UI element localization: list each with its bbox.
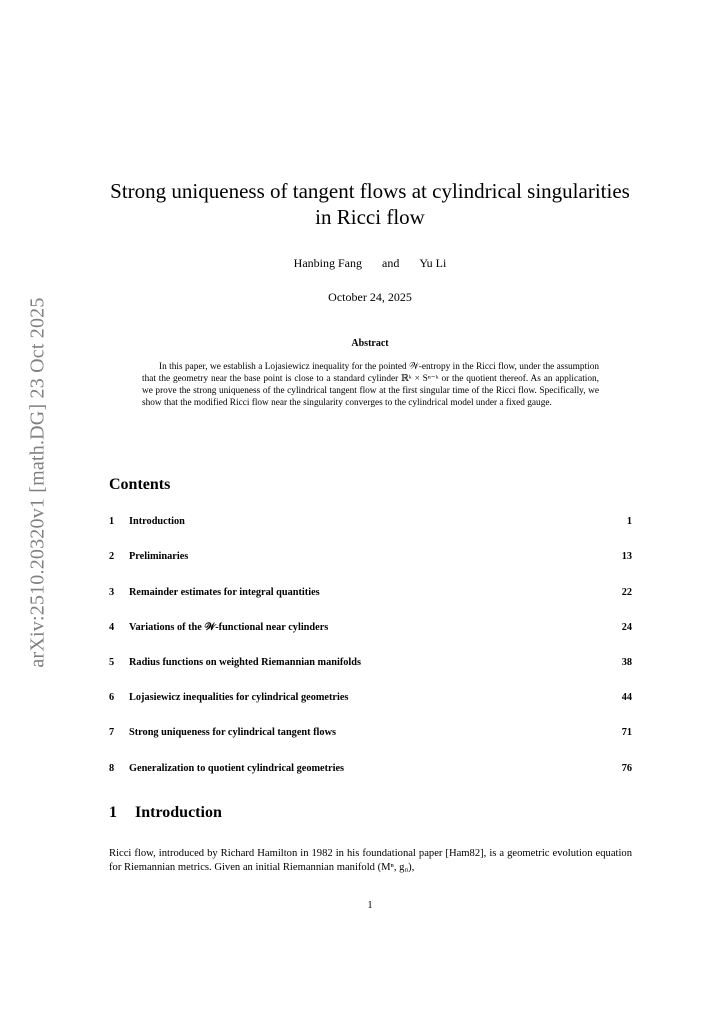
- toc-entry-page: 71: [621, 727, 632, 738]
- toc-entry-title: Lojasiewicz inequalities for cylindrical geometries: [129, 692, 349, 703]
- toc-entry-number: 6: [109, 692, 115, 703]
- toc-entry-number: 2: [109, 551, 115, 562]
- abstract-body: In this paper, we establish a Lojasiewicz inequality for the pointed 𝒲-entropy in the Ricci flow, under the assumption that the geometry near the base point is close to a standard cylinder ℝᵏ × Sⁿ⁻ᵏ or the quotient thereof. As an application, we prove the strong uniqueness of the cylindrical tangent flow at the first singular time of the Ricci flow. Specifically, we show that the modified Ricci flow near the singularity converges to the cylindrical model under a fixed gauge.: [142, 362, 599, 408]
- toc-entry[interactable]: [109, 587, 632, 601]
- abstract-heading: Abstract: [351, 338, 389, 349]
- toc-entry-title: Strong uniqueness for cylindrical tangent flows: [129, 727, 337, 738]
- arxiv-watermark: [18, 285, 58, 680]
- toc-entry[interactable]: [109, 622, 632, 636]
- arxiv-identifier: arXiv:2510.20320v1 [math.DG] 23 Oct 2025: [26, 297, 49, 668]
- toc-entry-number: 3: [109, 587, 115, 598]
- toc-entry-title: Radius functions on weighted Riemannian manifolds: [129, 657, 362, 668]
- section-title: Introduction: [135, 804, 222, 821]
- title-line-1: Strong uniqueness of tangent flows at cylindrical singularities: [110, 179, 630, 203]
- publication-date: October 24, 2025: [328, 290, 412, 304]
- author-1: Hanbing Fang: [293, 256, 362, 270]
- toc-entry-number: 1: [109, 516, 115, 527]
- contents-heading: Contents: [109, 476, 171, 493]
- toc-entry-number: 8: [109, 763, 115, 774]
- page-number: 1: [367, 900, 373, 911]
- toc-entry-title: Remainder estimates for integral quantities: [129, 587, 320, 598]
- toc-entry-title: Generalization to quotient cylindrical geometries: [129, 763, 345, 774]
- author-conjunction: and: [382, 256, 400, 270]
- title-line-2: in Ricci flow: [315, 205, 425, 229]
- toc-entry[interactable]: [109, 763, 632, 777]
- toc-entry-title: Variations of the 𝒲-functional near cylinders: [129, 622, 329, 633]
- section-number: 1: [109, 804, 117, 821]
- author-2: Yu Li: [419, 256, 447, 270]
- toc-entry[interactable]: [109, 657, 632, 671]
- author-list: [110, 256, 630, 271]
- toc-entry[interactable]: [109, 551, 632, 565]
- toc-entry-number: 7: [109, 727, 115, 738]
- toc-entry-page: 13: [621, 551, 632, 562]
- section-heading: [109, 804, 222, 822]
- toc-entry-page: 38: [621, 657, 632, 668]
- toc-entry[interactable]: [109, 516, 632, 530]
- toc-entry-number: 5: [109, 657, 115, 668]
- toc-entry-number: 4: [109, 622, 115, 633]
- intro-paragraph: Ricci flow, introduced by Richard Hamilton in 1982 in his foundational paper [Ham82], is a geometric evolution equation for Riemannian metrics. Given an initial Riemannian manifold (Mⁿ, g₀),: [109, 848, 632, 873]
- toc-entry-page: 44: [621, 692, 632, 703]
- toc-entry-title: Introduction: [129, 516, 185, 527]
- toc-entry-title: Preliminaries: [129, 551, 189, 562]
- toc-entry[interactable]: [109, 692, 632, 706]
- toc-entry-page: 24: [621, 622, 632, 633]
- toc-entry-page: 22: [621, 587, 632, 598]
- toc-entry[interactable]: [109, 727, 632, 741]
- paper-title: [110, 178, 630, 230]
- toc-entry-page: 1: [626, 516, 632, 527]
- toc-entry-page: 76: [621, 763, 632, 774]
